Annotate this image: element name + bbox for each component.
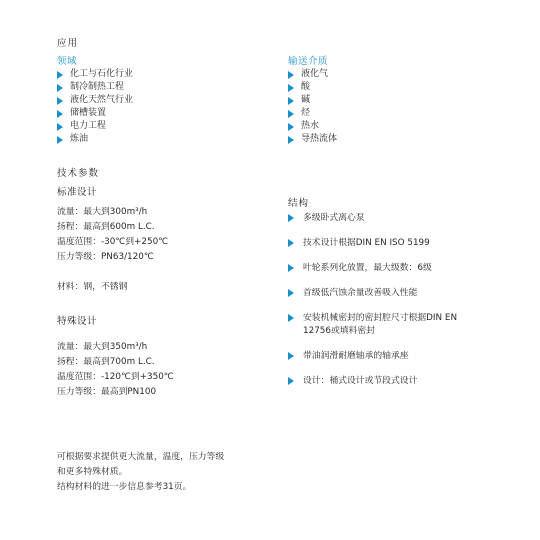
list-item [288, 375, 457, 400]
list-item-label: 烃 [301, 108, 311, 118]
list-item-line: 12756或填料密封 [303, 326, 375, 336]
triangle-bullet-icon [288, 71, 294, 79]
list-item [288, 94, 337, 107]
special-design-heading: 特殊设计 [57, 316, 98, 327]
param-flow: 流量：最大到350m³/h [57, 342, 148, 352]
triangle-bullet-icon [57, 123, 63, 131]
list-item [57, 94, 133, 107]
list-item-label: 化工与石化行业 [70, 69, 134, 79]
list-item [288, 81, 337, 94]
list-item-line: 安装机械密封的密封腔尺寸根据DIN EN [303, 313, 458, 323]
param-pressure: 压力等级：PN63/120℃ [57, 252, 154, 262]
list-item [288, 107, 337, 120]
list-item [57, 107, 133, 120]
note-line: 结构材料的进一步信息参考31页。 [57, 482, 192, 492]
fields-list [57, 68, 133, 146]
list-item-label [303, 312, 457, 338]
triangle-bullet-icon [57, 136, 63, 144]
list-item-label: 酸 [301, 82, 311, 92]
list-item-label: 液化气 [301, 69, 329, 79]
triangle-bullet-icon [288, 84, 294, 92]
structure-list [288, 212, 457, 400]
list-item-label: 液化天然气行业 [70, 95, 134, 105]
list-item-label: 碱 [301, 95, 311, 105]
tech-heading: 技术参数 [57, 168, 100, 179]
media-list [288, 68, 337, 146]
material-text: 材料：钢，不锈钢 [57, 282, 128, 292]
standard-design-heading: 标准设计 [57, 187, 98, 198]
triangle-bullet-icon [288, 289, 294, 297]
structure-heading: 结构 [288, 198, 310, 209]
list-item [57, 81, 133, 94]
triangle-bullet-icon [288, 136, 294, 144]
note-line: 和更多特殊材质。 [57, 467, 128, 477]
list-item [288, 237, 457, 262]
triangle-bullet-icon [288, 352, 294, 360]
list-item [288, 312, 457, 350]
triangle-bullet-icon [57, 71, 63, 79]
param-flow: 流量：最大到300m³/h [57, 207, 148, 217]
list-item [57, 120, 133, 133]
param-temperature: 温度范围：-120℃到+350℃ [57, 372, 174, 382]
list-item-label: 炼油 [70, 134, 89, 144]
note-line: 可根据要求提供更大流量，温度，压力等级 [57, 452, 225, 462]
list-item [288, 212, 457, 237]
list-item-label: 技术设计根据DIN EN ISO 5199 [303, 238, 430, 248]
triangle-bullet-icon [288, 377, 294, 385]
standard-design-params [57, 205, 168, 265]
list-item-label: 制冷制热工程 [70, 82, 125, 92]
list-item-label: 导热流体 [301, 134, 338, 144]
list-item [288, 133, 337, 146]
triangle-bullet-icon [288, 97, 294, 105]
triangle-bullet-icon [288, 239, 294, 247]
note-paragraph [57, 450, 224, 495]
triangle-bullet-icon [57, 84, 63, 92]
special-design-params [57, 340, 174, 400]
fields-heading: 领域 [57, 56, 78, 67]
list-item [288, 287, 457, 312]
param-head: 扬程：最高到700m L.C. [57, 357, 155, 367]
list-item [288, 120, 337, 133]
triangle-bullet-icon [288, 214, 294, 222]
list-item [57, 133, 133, 146]
list-item-label: 热水 [301, 121, 320, 131]
list-item-label: 储槽装置 [70, 108, 107, 118]
triangle-bullet-icon [57, 110, 63, 118]
list-item-label: 设计：桶式设计或节段式设计 [303, 376, 418, 386]
triangle-bullet-icon [57, 97, 63, 105]
list-item [57, 68, 133, 81]
triangle-bullet-icon [288, 110, 294, 118]
list-item [288, 68, 337, 81]
list-item-label: 首级低汽蚀余量改善吸入性能 [303, 288, 418, 298]
list-item-label: 多级卧式离心泵 [303, 213, 365, 223]
list-item-label: 叶轮系列化放置，最大级数：6级 [303, 263, 432, 273]
param-temperature: 温度范围：-30℃到+250℃ [57, 237, 169, 247]
triangle-bullet-icon [288, 314, 294, 322]
triangle-bullet-icon [288, 123, 294, 131]
triangle-bullet-icon [288, 264, 294, 272]
list-item [288, 350, 457, 375]
param-pressure: 压力等级：最高到PN100 [57, 387, 157, 397]
list-item [288, 262, 457, 287]
list-item-label: 带油润滑耐磨轴承的轴承座 [303, 351, 409, 361]
param-head: 扬程：最高到600m L.C. [57, 222, 155, 232]
media-heading: 输送介质 [288, 56, 329, 67]
application-heading: 应用 [57, 38, 79, 49]
list-item-label: 电力工程 [70, 121, 107, 131]
